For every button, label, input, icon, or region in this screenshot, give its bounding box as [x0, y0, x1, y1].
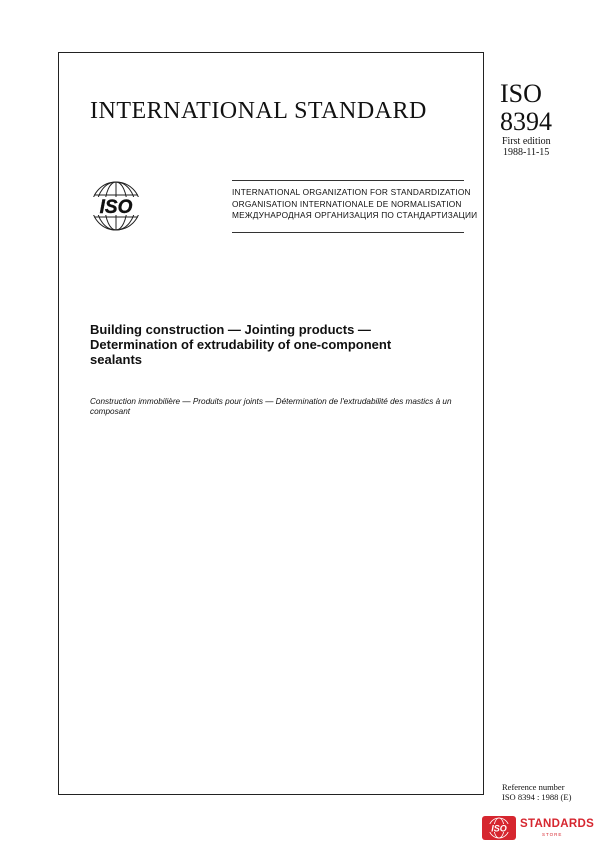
document-type-title: INTERNATIONAL STANDARD [90, 98, 427, 124]
org-name-fr: ORGANISATION INTERNATIONALE DE NORMALISATION [232, 198, 462, 209]
organization-names [232, 187, 477, 222]
iso-standards-store-logo [482, 814, 594, 842]
document-title-line: Building construction — Jointing products — [90, 322, 371, 337]
store-name: STANDARDS [520, 818, 595, 830]
document-title-line: sealants [90, 352, 143, 367]
store-badge-globe-icon [482, 816, 516, 840]
document-title [90, 322, 460, 367]
page-frame [58, 52, 484, 795]
store-badge [482, 816, 516, 840]
french-title: Construction immobilière — Produits pour joints — Détermination de l'extrudabilité des mastics à un composant [90, 397, 452, 416]
document-title-line: Determination of extrudability of one-component [90, 337, 392, 352]
store-sub: STORE [542, 832, 563, 837]
logo-text: ISO [99, 197, 133, 218]
standard-code [500, 80, 552, 136]
reference-number [502, 782, 571, 802]
edition-date: 1988-11-15 [503, 147, 550, 158]
store-badge-text: ISO [491, 823, 507, 834]
org-name-ru: МЕЖДУНАРОДНАЯ ОРГАНИЗАЦИЯ ПО СТАНДАРТИЗАЦИИ [232, 210, 478, 220]
iso-logo [88, 178, 144, 234]
org-rule-bottom [232, 232, 464, 233]
standard-prefix: ISO [500, 79, 542, 108]
edition-info [502, 136, 551, 158]
org-rule-top [232, 180, 464, 181]
reference-value: ISO 8394 : 1988 (E) [502, 792, 572, 802]
edition-label: First edition [502, 136, 551, 147]
reference-label: Reference number [502, 782, 565, 792]
standard-number: 8394 [500, 107, 552, 136]
org-name-en: INTERNATIONAL ORGANIZATION FOR STANDARDIZATION [232, 187, 471, 197]
